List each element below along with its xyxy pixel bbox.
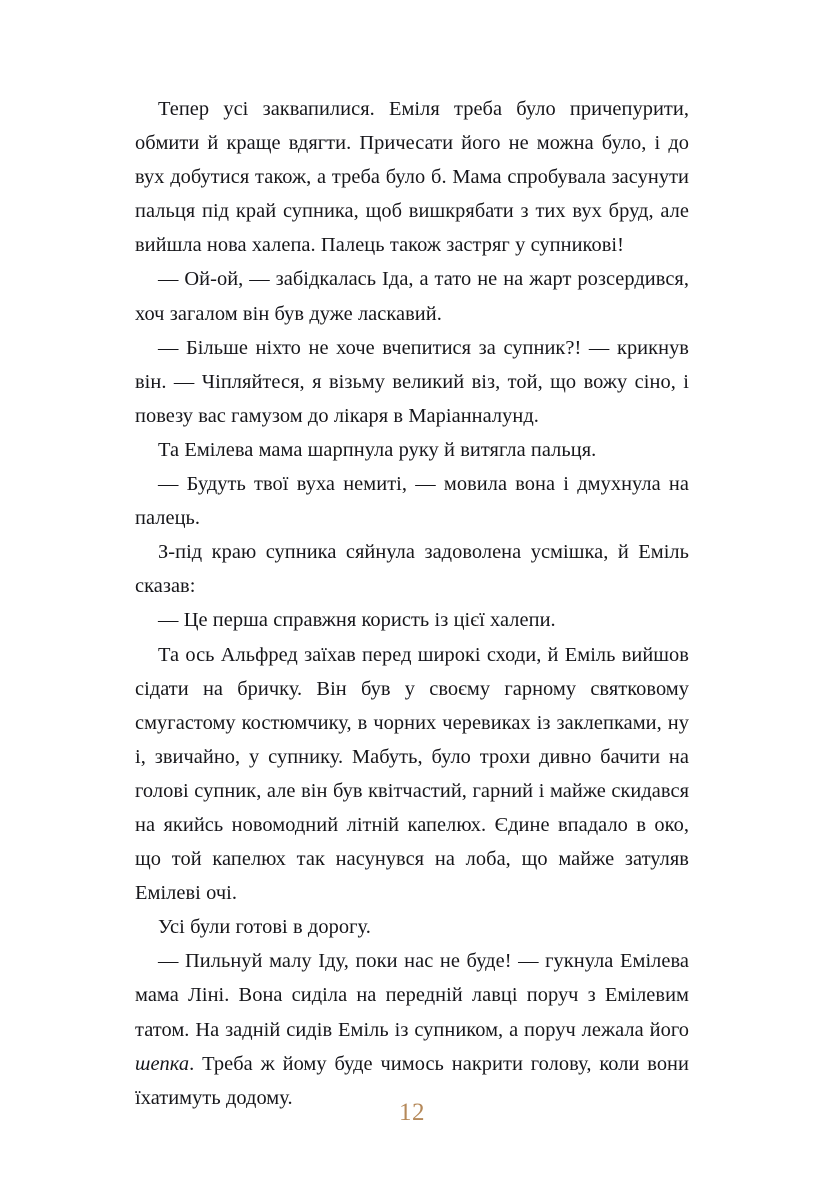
page-text-block xyxy=(135,92,689,1115)
paragraph-10 xyxy=(135,944,689,1114)
emphasized-word-shepka: шепка xyxy=(135,1052,190,1075)
paragraph-1: Тепер усі заквапилися. Еміля треба було причепурити, обмити й краще вдягти. Причесати його не можна було, і до вух добутися також, а треба було б. Мама спробувала засунути пальця під край супника, щоб вишкрябати з тих вух бруд, але вийшла нова халепа. Палець також застряг у супникові! xyxy=(135,98,689,257)
paragraph-9: Усі були готові в дорогу. xyxy=(158,916,371,939)
paragraph-7: — Це перша справжня користь із цієї халепи. xyxy=(158,609,556,632)
paragraph-10-part-3: . Треба ж йому буде чимось накрити голову, коли вони їхатимуть додому. xyxy=(135,1052,689,1109)
paragraph-5: — Будуть твої вуха немиті, — мовила вона і дмухнула на палець. xyxy=(135,473,689,530)
paragraph-4: Та Емілева мама шарпнула руку й витягла пальця. xyxy=(158,438,597,461)
page-number: 12 xyxy=(399,1099,425,1126)
paragraph-3: — Більше ніхто не хоче вчепитися за супник?! — крикнув він. — Чіпляйтеся, я візьму великий віз, той, що вожу сіно, і повезу вас гамузом до лікаря в Маріанналунд. xyxy=(135,336,689,427)
paragraph-6: З-під краю супника сяйнула задоволена усмішка, й Еміль сказав: xyxy=(135,541,689,598)
paragraph-2: — Ой-ой, — забідкалась Іда, а тато не на жарт розсердився, хоч загалом він був дуже ласкавий. xyxy=(135,268,689,325)
paragraph-10-part-1: — Пильнуй малу Іду, поки нас не буде! — гукнула Емілева мама Ліні. Вона сиділа на передній лавці поруч з Емілевим татом. На задній сидів Еміль із супником, а поруч лежала його xyxy=(135,950,689,1041)
paragraph-8: Та ось Альфред заїхав перед широкі сходи, й Еміль вийшов сідати на бричку. Він був у своєму гарному святковому смугастому костюмчику, в чорних черевиках із заклепками, ну і, звичайно, у супнику. Мабуть, було трохи дивно бачити на голові супник, але він був квітчастий, гарний і майже скидався на якийсь новомодний літній капелюх. Єдине впадало в око, що той капелюх так насунувся на лоба, що майже затуляв Емілеві очі. xyxy=(135,643,689,905)
